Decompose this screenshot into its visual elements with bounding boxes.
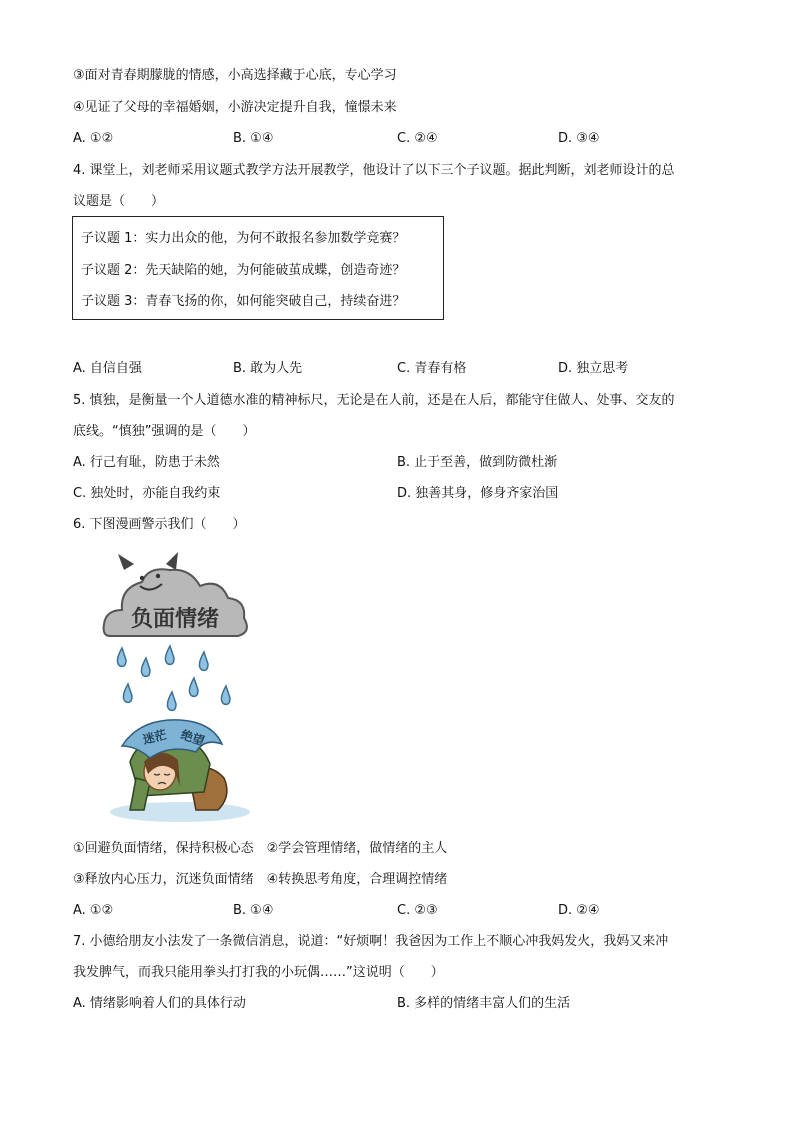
q5-stem-line-1: 5. 慎独，是衡量一个人道德水准的精神标尺，无论是在人前，还是在人后，都能守住做人、处事、交友的 (73, 393, 675, 408)
q4-subtopic-box (72, 216, 444, 320)
q4-subtopic-2: 子议题 2：先天缺陷的她，为何能破茧成蝶，创造奇迹？ (81, 263, 406, 278)
q6-option-c[interactable]: C. ②③ (397, 903, 438, 918)
q5-option-a[interactable]: A. 行己有耻，防患于未然 (73, 455, 220, 470)
raindrop (165, 646, 174, 664)
q4-subtopic-3: 子议题 3：青春飞扬的你，如何能突破自己，持续奋进？ (81, 294, 406, 309)
devil-eye-right (156, 574, 160, 578)
q5-option-b[interactable]: B. 止于至善，做到防微杜渐 (397, 455, 558, 470)
cloud-label: 负面情绪 (130, 607, 220, 632)
q7-stem-line-1: 7. 小德给朋友小法发了一条微信消息，说道：“好烦啊！我爸因为工作上不顺心冲我妈发火，我妈又来冲 (73, 934, 669, 949)
q3-option-c[interactable]: C. ②④ (397, 131, 438, 146)
devil-horn-left (118, 554, 134, 570)
raindrop (167, 692, 176, 710)
blanket-label-1: 迷茫 (141, 727, 169, 747)
q7-option-b[interactable]: B. 多样的情绪丰富人们的生活 (397, 996, 571, 1011)
q6-statements-line-1: ①回避负面情绪，保持积极心态 ②学会管理情绪，做情绪的主人 (73, 841, 448, 856)
cloud (104, 569, 247, 636)
q4-option-d[interactable]: D. 独立思考 (558, 361, 629, 376)
blanket-label-2: 绝望 (179, 727, 207, 749)
negative-emotion-cartoon (100, 548, 260, 830)
q3-option-d[interactable]: D. ③④ (558, 131, 600, 146)
raindrop (117, 648, 126, 666)
q3-statement-4: ④见证了父母的幸福婚姻，小游决定提升自我，憧憬未来 (73, 100, 397, 115)
q3-option-a[interactable]: A. ①② (73, 131, 114, 146)
q5-option-d[interactable]: D. 独善其身，修身齐家治国 (397, 486, 559, 501)
q3-option-b[interactable]: B. ①④ (233, 131, 274, 146)
q5-option-c[interactable]: C. 独处时，亦能自我约束 (73, 486, 221, 501)
q4-option-c[interactable]: C. 青春有格 (397, 361, 467, 376)
q4-stem-line-1: 4. 课堂上，刘老师采用议题式教学方法开展教学，他设计了以下三个子议题。据此判断，刘老师设计的总 (73, 163, 675, 178)
q5-stem-line-2: 底线。“慎独”强调的是（ ） (73, 424, 256, 439)
raindrop (189, 678, 198, 696)
raindrops (117, 646, 230, 710)
q7-option-a[interactable]: A. 情绪影响着人们的具体行动 (73, 996, 246, 1011)
q6-statements-line-2: ③释放内心压力，沉迷负面情绪 ④转换思考角度，合理调控情绪 (73, 872, 448, 887)
raindrop (199, 652, 208, 670)
devil-eye-left (140, 576, 144, 580)
q6-option-b[interactable]: B. ①④ (233, 903, 274, 918)
q6-stem: 6. 下图漫画警示我们（ ） (73, 517, 246, 532)
q6-option-d[interactable]: D. ②④ (558, 903, 600, 918)
q3-statement-3: ③面对青春期朦胧的情感，小高选择藏于心底，专心学习 (73, 68, 397, 83)
raindrop (141, 658, 150, 676)
q7-stem-line-2: 我发脾气，而我只能用拳头打打我的小玩偶……”这说明（ ） (73, 965, 444, 980)
q4-option-b[interactable]: B. 敢为人先 (233, 361, 303, 376)
q6-option-a[interactable]: A. ①② (73, 903, 114, 918)
raindrop (221, 686, 230, 704)
q4-stem-line-2: 议题是（ ） (73, 194, 165, 209)
raindrop (123, 684, 132, 702)
devil-horn-right (166, 552, 178, 570)
q4-option-a[interactable]: A. 自信自强 (73, 361, 142, 376)
q4-subtopic-1: 子议题 1：实力出众的他，为何不敢报名参加数学竞赛？ (81, 231, 406, 246)
